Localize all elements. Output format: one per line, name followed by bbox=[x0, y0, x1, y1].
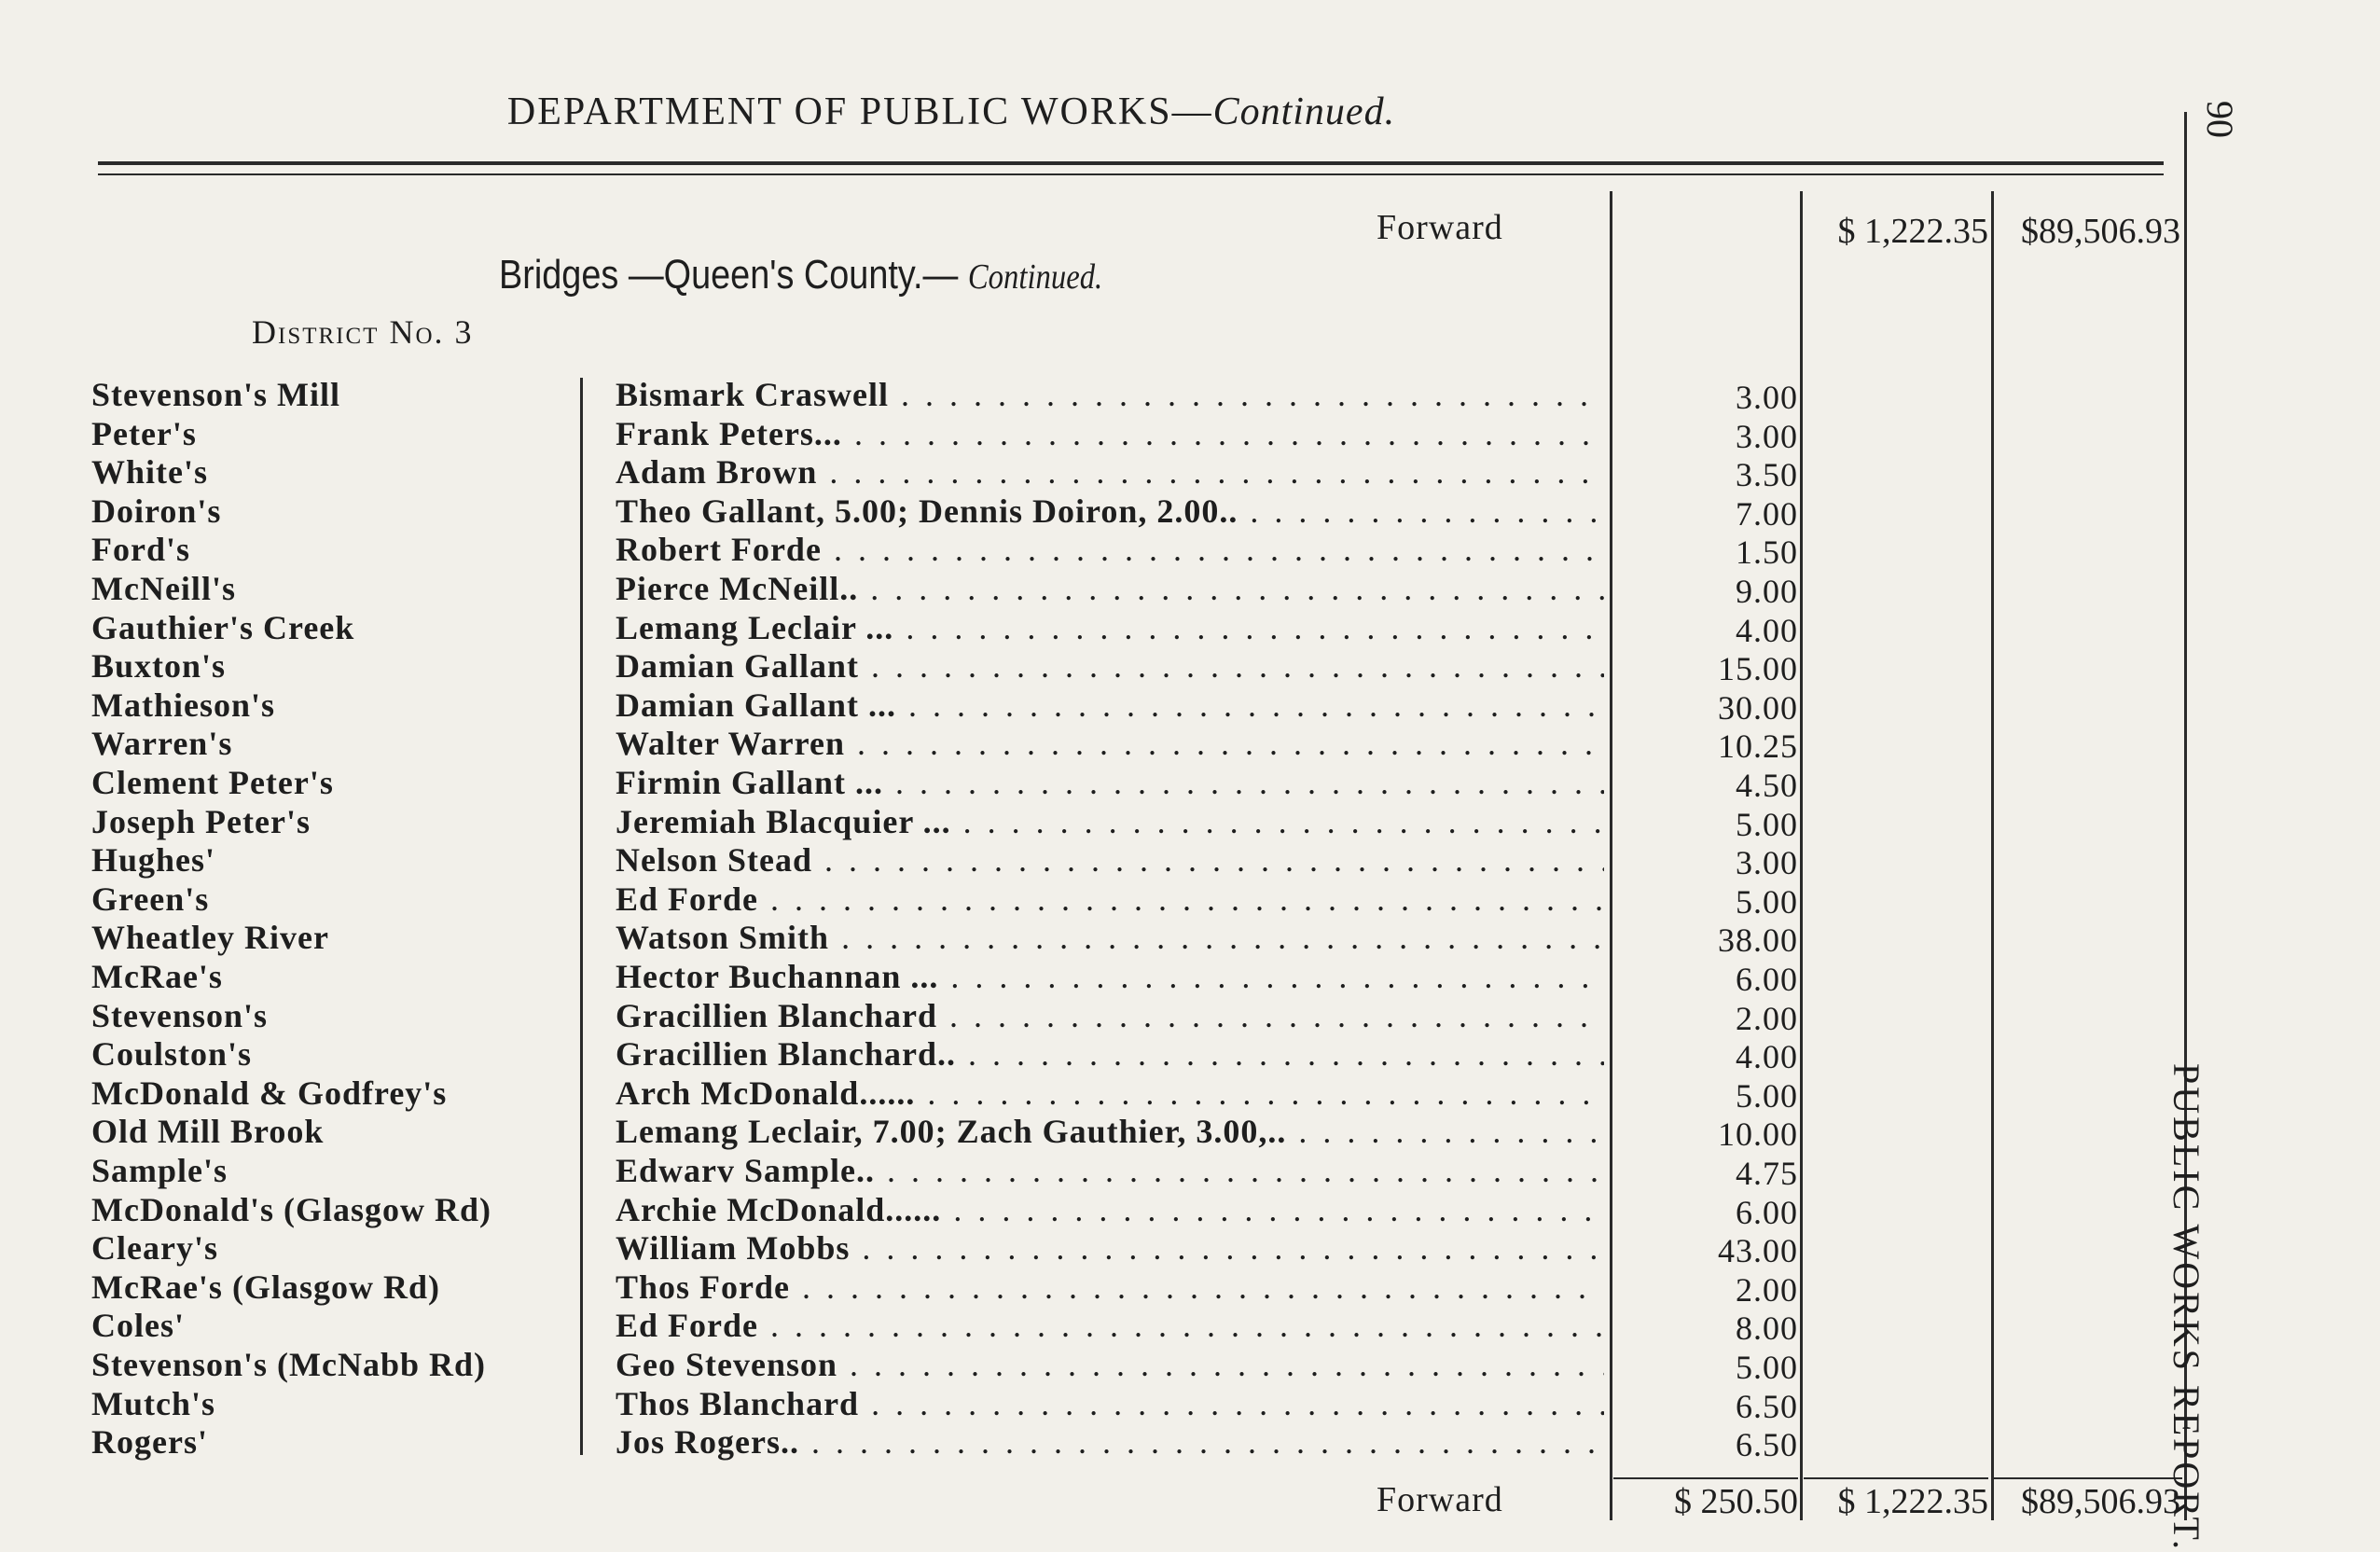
table-row bbox=[0, 957, 1809, 998]
section-title-continued: Continued. bbox=[967, 257, 1103, 297]
amount: 6.00 bbox=[1736, 961, 1798, 998]
forward-bottom-col2: $ 1,222.35 bbox=[1837, 1482, 1988, 1521]
bridge-name: Mathieson's bbox=[91, 686, 276, 724]
contractor-name: Ed Forde . . . bbox=[616, 1306, 1604, 1345]
bridge-name: Old Mill Brook bbox=[91, 1113, 325, 1151]
amount: 3.00 bbox=[1736, 417, 1798, 455]
table-row bbox=[0, 840, 1809, 882]
amount: 3.00 bbox=[1736, 379, 1798, 416]
amount: 1.50 bbox=[1736, 534, 1798, 572]
amount: 10.00 bbox=[1718, 1116, 1798, 1154]
district-heading: District No. 3 bbox=[252, 313, 474, 351]
contractor-name: Thos Blanchard . . . bbox=[616, 1384, 1604, 1423]
bridge-name: Warren's bbox=[91, 725, 233, 763]
page-number: 90 bbox=[2199, 101, 2241, 138]
contractor-name: Walter Warren . . . bbox=[616, 724, 1604, 763]
bridge-name: McNeill's bbox=[91, 570, 236, 607]
contractor-name: Thos Forde . . . bbox=[616, 1268, 1604, 1307]
contractor-name: Firmin Gallant ... . . . bbox=[616, 763, 1604, 802]
table-row bbox=[0, 492, 1809, 533]
table-row bbox=[0, 1422, 1809, 1464]
table-row bbox=[0, 452, 1809, 494]
contractor-name: Damian Gallant . . . bbox=[616, 646, 1604, 686]
amount: 6.50 bbox=[1736, 1426, 1798, 1464]
contractor-name: Ed Forde . . . bbox=[616, 880, 1604, 919]
contractor-name: Arch McDonald...... . . . bbox=[616, 1074, 1604, 1113]
bridge-name: Green's bbox=[91, 880, 210, 918]
forward-top-label: Forward bbox=[1377, 208, 1503, 247]
contractor-name: Lemang Leclair, 7.00; Zach Gauthier, 3.00,.. . . . bbox=[616, 1112, 1604, 1151]
table-row bbox=[0, 1190, 1809, 1231]
contractor-name: Frank Peters... . . . bbox=[616, 414, 1604, 453]
contractor-name: Pierce McNeill.. . . . bbox=[616, 569, 1604, 608]
side-running-title: PUBLIC WORKS REPORT. bbox=[2166, 1063, 2207, 1552]
table-row bbox=[0, 1306, 1809, 1348]
table-row bbox=[0, 646, 1809, 688]
amount: 7.00 bbox=[1736, 494, 1798, 533]
amount: 9.00 bbox=[1736, 573, 1798, 610]
table-row bbox=[0, 1268, 1809, 1309]
bridge-name: Rogers' bbox=[91, 1423, 208, 1462]
bridge-name: Mutch's bbox=[91, 1384, 215, 1422]
table-row bbox=[0, 1228, 1809, 1270]
bridge-name: Buxton's bbox=[91, 647, 227, 686]
bridge-name: Hughes' bbox=[91, 841, 216, 880]
table-row bbox=[0, 414, 1809, 455]
amount: 5.00 bbox=[1736, 882, 1798, 921]
amount: 6.00 bbox=[1736, 1193, 1798, 1231]
forward-bottom-col1: $ 250.50 bbox=[1674, 1482, 1798, 1521]
table-row bbox=[0, 686, 1809, 727]
total-rule-col2 bbox=[1804, 1477, 1988, 1479]
bridge-name: Sample's bbox=[91, 1152, 228, 1189]
amount: 15.00 bbox=[1718, 650, 1798, 688]
table-row bbox=[0, 608, 1809, 649]
bridge-name: Peter's bbox=[91, 414, 197, 452]
contractor-name: Robert Forde . . . bbox=[616, 530, 1604, 569]
amount: 2.00 bbox=[1736, 1270, 1798, 1309]
amount: 4.00 bbox=[1736, 1038, 1798, 1076]
amount: 5.00 bbox=[1736, 805, 1798, 843]
section-title-text: Bridges —Queen's County.— bbox=[499, 252, 959, 298]
page-header-title bbox=[0, 90, 1903, 134]
amount: 3.50 bbox=[1736, 456, 1798, 494]
table-row bbox=[0, 918, 1809, 960]
amount: 38.00 bbox=[1718, 922, 1798, 960]
amount: 10.25 bbox=[1718, 728, 1798, 766]
amount: 5.00 bbox=[1736, 1076, 1798, 1115]
table-row bbox=[0, 530, 1809, 572]
section-title bbox=[499, 252, 1102, 298]
amount: 43.00 bbox=[1718, 1232, 1798, 1270]
table-row bbox=[0, 375, 1809, 416]
table-row bbox=[0, 1384, 1809, 1425]
contractor-name: Theo Gallant, 5.00; Dennis Doiron, 2.00.. . . . bbox=[616, 492, 1604, 531]
table-row bbox=[0, 1345, 1809, 1386]
contractor-name: Hector Buchannan ... . . . bbox=[616, 957, 1604, 996]
contractor-name: Gracillien Blanchard.. . . . bbox=[616, 1034, 1604, 1074]
table-row bbox=[0, 1112, 1809, 1154]
header-title-continued: Continued. bbox=[1212, 90, 1396, 133]
contractor-name: Damian Gallant ... . . . bbox=[616, 686, 1604, 725]
total-rule-col1 bbox=[1613, 1477, 1798, 1479]
contractor-name: Gracillien Blanchard . . . bbox=[616, 996, 1604, 1035]
contractor-name: Jeremiah Blacquier ... . . . bbox=[616, 802, 1604, 841]
table-row bbox=[0, 1034, 1809, 1076]
header-rule-thick bbox=[98, 161, 2164, 165]
forward-bottom-label: Forward bbox=[1377, 1480, 1503, 1519]
amount: 4.75 bbox=[1736, 1155, 1798, 1192]
contractor-name: Nelson Stead . . . bbox=[616, 840, 1604, 880]
header-title-text: DEPARTMENT OF PUBLIC WORKS— bbox=[506, 90, 1213, 133]
contractor-name: Archie McDonald...... . . . bbox=[616, 1190, 1604, 1229]
bridge-name: Wheatley River bbox=[91, 919, 329, 957]
contractor-name: Jos Rogers.. . . . bbox=[616, 1422, 1604, 1462]
bridge-name: McRae's (Glasgow Rd) bbox=[91, 1268, 440, 1306]
bridge-name: Ford's bbox=[91, 531, 191, 569]
bridge-name: Clement Peter's bbox=[91, 764, 334, 801]
bridge-name: McRae's bbox=[91, 958, 223, 995]
header-rule-thin bbox=[98, 173, 2164, 175]
forward-top-col3: $89,506.93 bbox=[2021, 212, 2180, 251]
rule-col3-left bbox=[1991, 191, 1994, 1520]
table-row bbox=[0, 996, 1809, 1037]
amount: 2.00 bbox=[1736, 999, 1798, 1037]
bridge-name: Cleary's bbox=[91, 1229, 218, 1268]
amount: 4.00 bbox=[1736, 611, 1798, 649]
amount: 6.50 bbox=[1736, 1387, 1798, 1425]
bridge-name: Joseph Peter's bbox=[91, 802, 311, 840]
amount: 30.00 bbox=[1718, 688, 1798, 727]
bridge-name: McDonald & Godfrey's bbox=[91, 1074, 448, 1112]
forward-bottom-col3: $89,506.93 bbox=[2021, 1482, 2180, 1521]
contractor-name: William Mobbs . . . bbox=[616, 1228, 1604, 1268]
bridge-name: Coulston's bbox=[91, 1035, 253, 1074]
bridge-name: McDonald's (Glasgow Rd) bbox=[91, 1190, 492, 1228]
contractor-name: Bismark Craswell . . . bbox=[616, 375, 1604, 414]
table-row bbox=[0, 569, 1809, 610]
bridge-name: White's bbox=[91, 453, 209, 492]
amount: 4.50 bbox=[1736, 767, 1798, 804]
contractor-name: Lemang Leclair ... . . . bbox=[616, 608, 1604, 647]
amount: 5.00 bbox=[1736, 1349, 1798, 1386]
contractor-name: Adam Brown . . . bbox=[616, 452, 1604, 492]
table-row bbox=[0, 802, 1809, 843]
table-row bbox=[0, 724, 1809, 766]
bridge-name: Doiron's bbox=[91, 492, 222, 530]
bridge-name: Gauthier's Creek bbox=[91, 608, 355, 646]
contractor-name: Edwarv Sample.. . . . bbox=[616, 1151, 1604, 1190]
bridge-name: Coles' bbox=[91, 1307, 185, 1345]
amount: 3.00 bbox=[1736, 844, 1798, 882]
bridge-name: Stevenson's (McNabb Rd) bbox=[91, 1346, 487, 1383]
table-row bbox=[0, 1151, 1809, 1192]
forward-top-col2: $ 1,222.35 bbox=[1837, 212, 1988, 251]
table-row bbox=[0, 763, 1809, 804]
amount: 8.00 bbox=[1736, 1310, 1798, 1348]
table-row bbox=[0, 1074, 1809, 1115]
total-rule-col3 bbox=[1994, 1477, 2182, 1479]
contractor-name: Watson Smith . . . bbox=[616, 918, 1604, 957]
bridge-name: Stevenson's bbox=[91, 996, 269, 1034]
table-row bbox=[0, 880, 1809, 921]
bridge-name: Stevenson's Mill bbox=[91, 376, 341, 413]
contractor-name: Geo Stevenson . . . bbox=[616, 1345, 1604, 1384]
